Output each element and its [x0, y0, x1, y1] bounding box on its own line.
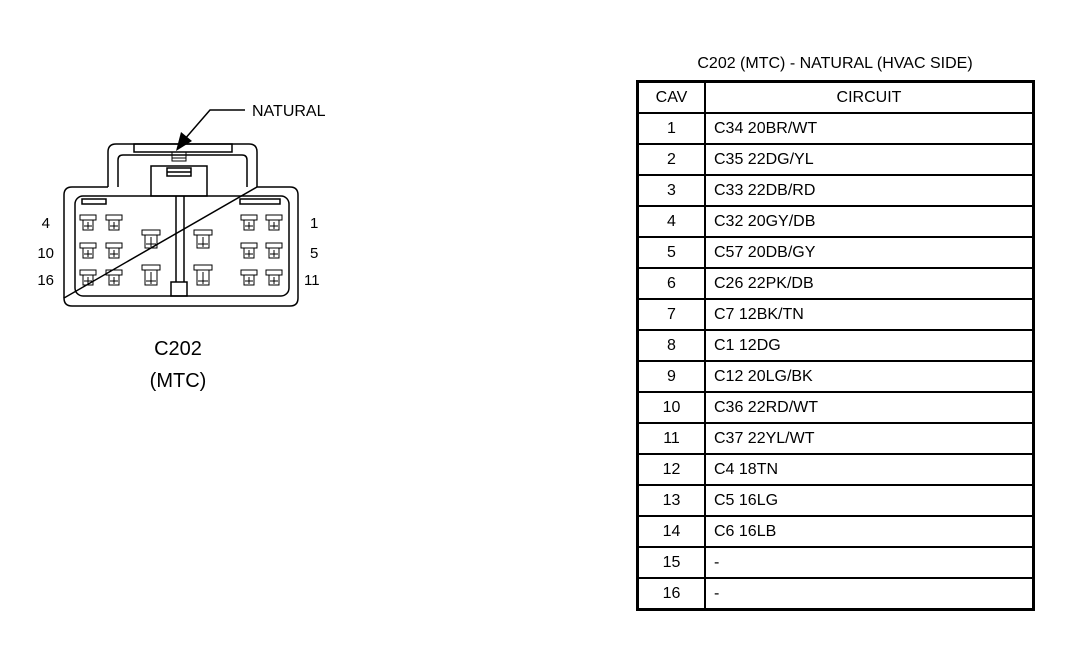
- terminal-cavity: [194, 230, 212, 248]
- cav-cell: 5: [638, 237, 706, 268]
- table-row: [638, 144, 1034, 175]
- cav-cell: 13: [638, 485, 706, 516]
- terminal-cavity: [266, 270, 282, 285]
- table-row: [638, 206, 1034, 237]
- terminal-cavity: [142, 230, 160, 248]
- table-header-row: [638, 82, 1034, 114]
- terminal-cavity: [266, 243, 282, 258]
- pin-label-1: 1: [310, 215, 319, 232]
- circuit-cell: C5 16LG: [705, 485, 1034, 516]
- table-row: [638, 175, 1034, 206]
- cav-cell: 7: [638, 299, 706, 330]
- circuit-cell: -: [705, 547, 1034, 578]
- terminal-cavity: [142, 265, 160, 285]
- circuit-cell: C35 22DG/YL: [705, 144, 1034, 175]
- table-row: [638, 454, 1034, 485]
- connector-name: C202: [154, 338, 202, 360]
- cav-cell: 1: [638, 113, 706, 144]
- cav-cell: 6: [638, 268, 706, 299]
- table-row: [638, 361, 1034, 392]
- cav-cell: 3: [638, 175, 706, 206]
- circuit-cell: C32 20GY/DB: [705, 206, 1034, 237]
- terminal-cavity: [241, 215, 257, 230]
- terminal-cavities: [80, 215, 282, 285]
- cav-cell: 15: [638, 547, 706, 578]
- table-row: [638, 392, 1034, 423]
- key-mark-icon: [172, 152, 186, 161]
- header-circuit: CIRCUIT: [705, 82, 1034, 114]
- pointer-label: NATURAL: [252, 103, 326, 120]
- table-row: [638, 516, 1034, 547]
- terminal-cavity: [106, 215, 122, 230]
- terminal-cavity: [241, 270, 257, 285]
- pin-label-16: 16: [37, 272, 54, 289]
- table-body: [638, 113, 1034, 610]
- cav-cell: 9: [638, 361, 706, 392]
- header-cav: CAV: [638, 82, 706, 114]
- cav-cell: 16: [638, 578, 706, 610]
- pointer-arrow-icon: [176, 110, 245, 151]
- pin-label-11: 11: [304, 272, 320, 289]
- circuit-cell: C34 20BR/WT: [705, 113, 1034, 144]
- terminal-cavity: [80, 215, 96, 230]
- circuit-cell: C7 12BK/TN: [705, 299, 1034, 330]
- circuit-cell: C36 22RD/WT: [705, 392, 1034, 423]
- cav-cell: 11: [638, 423, 706, 454]
- cav-cell: 12: [638, 454, 706, 485]
- circuit-cell: C33 22DB/RD: [705, 175, 1034, 206]
- connector-variant: (MTC): [149, 370, 207, 392]
- circuit-cell: C4 18TN: [705, 454, 1034, 485]
- pin-label-4: 4: [41, 215, 50, 232]
- cav-cell: 14: [638, 516, 706, 547]
- cav-cell: 2: [638, 144, 706, 175]
- terminal-cavity: [194, 265, 212, 285]
- table-row: [638, 237, 1034, 268]
- table-row: [638, 268, 1034, 299]
- table-row: [638, 113, 1034, 144]
- terminal-cavity: [266, 215, 282, 230]
- circuit-cell: C6 16LB: [705, 516, 1034, 547]
- cav-cell: 10: [638, 392, 706, 423]
- pin-label-5: 5: [310, 245, 319, 262]
- table-row: [638, 485, 1034, 516]
- cav-cell: 4: [638, 206, 706, 237]
- terminal-cavity: [80, 243, 96, 258]
- pinout-table: [636, 80, 1035, 611]
- table-row: [638, 299, 1034, 330]
- table-row: [638, 578, 1034, 610]
- pin-label-10: 10: [37, 245, 54, 262]
- cav-cell: 8: [638, 330, 706, 361]
- connector-body: [64, 144, 298, 306]
- circuit-cell: C1 12DG: [705, 330, 1034, 361]
- table-row: [638, 423, 1034, 454]
- table-row: [638, 547, 1034, 578]
- circuit-cell: C37 22YL/WT: [705, 423, 1034, 454]
- circuit-cell: -: [705, 578, 1034, 610]
- circuit-cell: C57 20DB/GY: [705, 237, 1034, 268]
- table-row: [638, 330, 1034, 361]
- circuit-cell: C12 20LG/BK: [705, 361, 1034, 392]
- terminal-cavity: [106, 243, 122, 258]
- terminal-cavity: [241, 243, 257, 258]
- circuit-cell: C26 22PK/DB: [705, 268, 1034, 299]
- terminal-cavity: [80, 270, 96, 285]
- table-title: C202 (MTC) - NATURAL (HVAC SIDE): [697, 55, 973, 72]
